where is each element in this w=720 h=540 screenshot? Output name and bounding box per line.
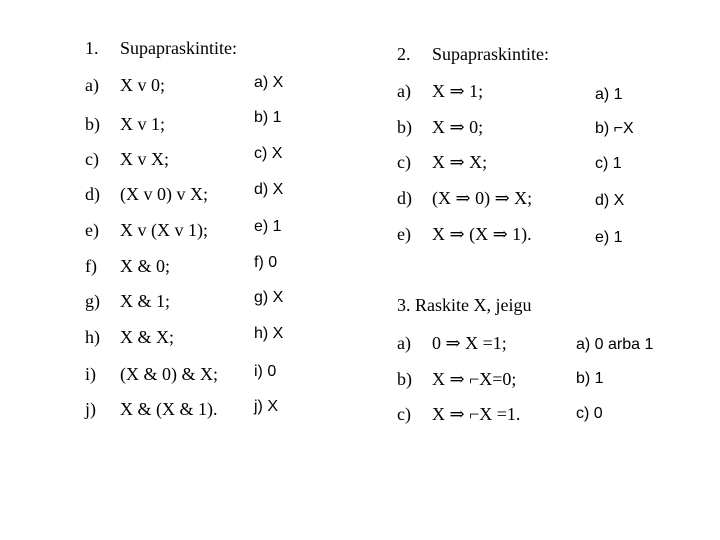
item-expression: X & 0;: [120, 256, 171, 276]
item-answer: g) X: [254, 289, 284, 306]
item-expression: X v (X v 1);: [120, 220, 208, 240]
item-answer: d) X: [595, 192, 625, 209]
item-label: c): [397, 404, 411, 424]
item-label: c): [397, 152, 411, 172]
item-label: a): [397, 333, 411, 353]
item-answer: a) 1: [595, 86, 623, 103]
item-expression: X & 1;: [120, 291, 171, 311]
item-expression: X ⇒ ⌐X =1.: [432, 404, 521, 424]
item-label: b): [397, 117, 412, 137]
item-label: e): [85, 220, 99, 240]
item-expression: (X & 0) & X;: [120, 364, 218, 384]
item-answer: i) 0: [254, 363, 277, 380]
item-answer: a) 0 arba 1: [576, 336, 654, 353]
item-label: b): [397, 369, 412, 389]
item-expression: X v 1;: [120, 114, 165, 134]
item-answer: c) 1: [595, 155, 622, 172]
item-expression: 0 ⇒ X =1;: [432, 333, 507, 353]
item-answer: d) X: [254, 181, 284, 198]
item-label: h): [85, 327, 100, 347]
item-answer: a) X: [254, 74, 284, 91]
item-answer: c) X: [254, 145, 283, 162]
item-label: a): [397, 81, 411, 101]
item-label: a): [85, 75, 99, 95]
item-answer: b) 1: [254, 109, 282, 126]
item-label: d): [85, 184, 100, 204]
section3-title: 3. Raskite X, jeigu: [397, 295, 532, 315]
item-expression: X ⇒ X;: [432, 152, 488, 172]
item-expression: X ⇒ 1;: [432, 81, 484, 101]
item-expression: X ⇒ (X ⇒ 1).: [432, 224, 532, 244]
item-expression: X v 0;: [120, 75, 165, 95]
item-expression: X & (X & 1).: [120, 399, 218, 419]
item-answer: b) ⌐X: [595, 120, 634, 137]
item-expression: (X ⇒ 0) ⇒ X;: [432, 188, 533, 208]
item-expression: X v X;: [120, 149, 169, 169]
item-label: g): [85, 291, 100, 311]
item-expression: X ⇒ 0;: [432, 117, 484, 137]
section1-title: Supapraskintite:: [120, 38, 237, 58]
item-expression: (X v 0) v X;: [120, 184, 208, 204]
item-expression: X & X;: [120, 327, 174, 347]
item-label: d): [397, 188, 412, 208]
item-label: b): [85, 114, 100, 134]
item-answer: e) 1: [254, 218, 282, 235]
item-answer: j) X: [254, 398, 278, 415]
section2-title: Supapraskintite:: [432, 44, 549, 64]
item-answer: c) 0: [576, 405, 603, 422]
section2-number: 2.: [397, 44, 411, 64]
item-answer: e) 1: [595, 229, 623, 246]
item-answer: f) 0: [254, 254, 278, 271]
item-label: e): [397, 224, 411, 244]
section1-number: 1.: [85, 38, 99, 58]
item-label: i): [85, 364, 96, 384]
item-label: j): [85, 399, 96, 419]
item-expression: X ⇒ ⌐X=0;: [432, 369, 517, 389]
item-answer: h) X: [254, 325, 284, 342]
item-label: c): [85, 149, 99, 169]
item-label: f): [85, 256, 97, 276]
item-answer: b) 1: [576, 370, 604, 387]
